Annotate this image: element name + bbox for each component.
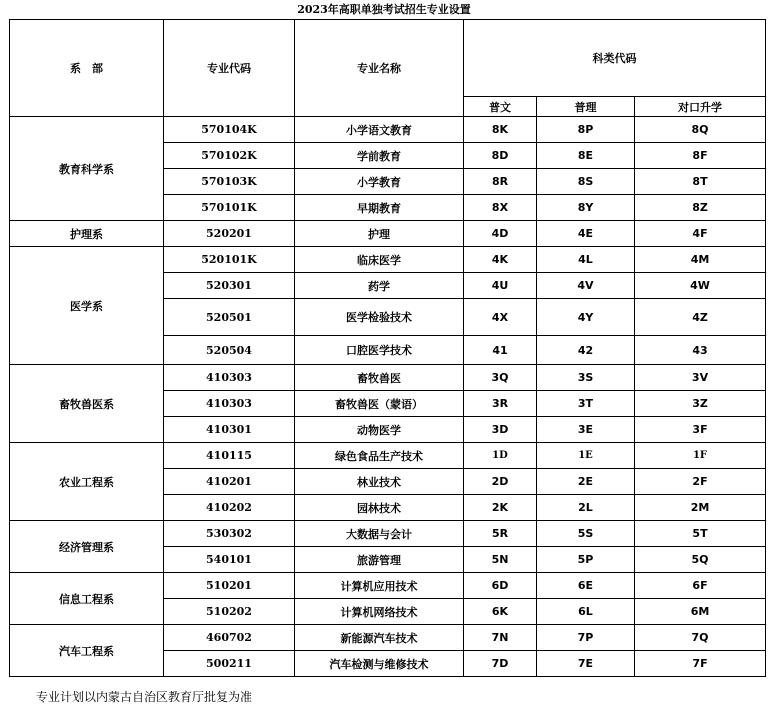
- code-c-cell: 7Q: [635, 625, 766, 651]
- table-row: [10, 365, 766, 391]
- code-cell: 570104K: [164, 117, 295, 143]
- major-name-cell: 汽车检测与维修技术: [295, 651, 464, 677]
- code-b-cell: 3S: [537, 365, 635, 391]
- code-a-cell: 6K: [464, 599, 537, 625]
- major-name-cell: 大数据与会计: [295, 521, 464, 547]
- code-cell: 520301: [164, 273, 295, 299]
- major-name-cell: 畜牧兽医（蒙语）: [295, 391, 464, 417]
- code-c-cell: 3F: [635, 417, 766, 443]
- code-c-cell: 43: [635, 336, 766, 365]
- code-b-cell: 4L: [537, 247, 635, 273]
- dept-cell: 畜牧兽医系: [10, 365, 164, 443]
- code-c-cell: 2F: [635, 469, 766, 495]
- dept-cell: 医学系: [10, 247, 164, 365]
- code-cell: 570102K: [164, 143, 295, 169]
- code-c-cell: 7F: [635, 651, 766, 677]
- code-b-cell: 2L: [537, 495, 635, 521]
- code-a-cell: 8R: [464, 169, 537, 195]
- code-b-cell: 8E: [537, 143, 635, 169]
- table-row: [10, 117, 766, 143]
- code-cell: 410201: [164, 469, 295, 495]
- header-dept: 系 部: [10, 20, 164, 117]
- code-b-cell: 6E: [537, 573, 635, 599]
- major-name-cell: 绿色食品生产技术: [295, 443, 464, 469]
- dept-cell: 汽车工程系: [10, 625, 164, 677]
- code-a-cell: 4D: [464, 221, 537, 247]
- code-cell: 530302: [164, 521, 295, 547]
- major-name-cell: 畜牧兽医: [295, 365, 464, 391]
- code-c-cell: 6M: [635, 599, 766, 625]
- code-c-cell: 4M: [635, 247, 766, 273]
- header-code: 专业代码: [164, 20, 295, 117]
- code-c-cell: 4Z: [635, 299, 766, 336]
- code-c-cell: 5Q: [635, 547, 766, 573]
- code-b-cell: 8S: [537, 169, 635, 195]
- header-col-c: 对口升学: [635, 97, 766, 117]
- code-cell: 510202: [164, 599, 295, 625]
- major-name-cell: 学前教育: [295, 143, 464, 169]
- code-a-cell: 4U: [464, 273, 537, 299]
- major-table: [9, 19, 766, 677]
- major-name-cell: 早期教育: [295, 195, 464, 221]
- code-a-cell: 4X: [464, 299, 537, 336]
- header-col-b: 普理: [537, 97, 635, 117]
- table-row: [10, 625, 766, 651]
- code-c-cell: 5T: [635, 521, 766, 547]
- code-a-cell: 8X: [464, 195, 537, 221]
- code-c-cell: 4F: [635, 221, 766, 247]
- code-cell: 500211: [164, 651, 295, 677]
- code-a-cell: 6D: [464, 573, 537, 599]
- code-b-cell: 7P: [537, 625, 635, 651]
- major-name-cell: 计算机应用技术: [295, 573, 464, 599]
- dept-cell: 护理系: [10, 221, 164, 247]
- code-a-cell: 8K: [464, 117, 537, 143]
- code-b-cell: 5S: [537, 521, 635, 547]
- code-cell: 520101K: [164, 247, 295, 273]
- code-a-cell: 5R: [464, 521, 537, 547]
- code-c-cell: 3Z: [635, 391, 766, 417]
- major-name-cell: 新能源汽车技术: [295, 625, 464, 651]
- footnote: 专业计划以内蒙古自治区教育厅批复为准: [36, 690, 253, 704]
- code-a-cell: 41: [464, 336, 537, 365]
- code-b-cell: 8Y: [537, 195, 635, 221]
- code-cell: 520201: [164, 221, 295, 247]
- code-cell: 510201: [164, 573, 295, 599]
- major-name-cell: 小学语文教育: [295, 117, 464, 143]
- major-name-cell: 动物医学: [295, 417, 464, 443]
- code-b-cell: 2E: [537, 469, 635, 495]
- major-name-cell: 小学教育: [295, 169, 464, 195]
- dept-cell: 农业工程系: [10, 443, 164, 521]
- major-name-cell: 口腔医学技术: [295, 336, 464, 365]
- code-cell: 410202: [164, 495, 295, 521]
- code-a-cell: 2K: [464, 495, 537, 521]
- code-cell: 570103K: [164, 169, 295, 195]
- code-b-cell: 8P: [537, 117, 635, 143]
- code-b-cell: 4V: [537, 273, 635, 299]
- code-a-cell: 7D: [464, 651, 537, 677]
- dept-cell: 经济管理系: [10, 521, 164, 573]
- header-name: 专业名称: [295, 20, 464, 117]
- code-cell: 410303: [164, 391, 295, 417]
- dept-cell: 教育科学系: [10, 117, 164, 221]
- code-b-cell: 3E: [537, 417, 635, 443]
- code-a-cell: 7N: [464, 625, 537, 651]
- header-category: 科类代码: [464, 20, 766, 97]
- code-c-cell: 3V: [635, 365, 766, 391]
- table-row: [10, 521, 766, 547]
- code-c-cell: 8Z: [635, 195, 766, 221]
- code-cell: 520501: [164, 299, 295, 336]
- code-cell: 520504: [164, 336, 295, 365]
- code-cell: 410115: [164, 443, 295, 469]
- table-row: [10, 573, 766, 599]
- code-b-cell: 42: [537, 336, 635, 365]
- major-name-cell: 护理: [295, 221, 464, 247]
- table-row: [10, 221, 766, 247]
- code-b-cell: 7E: [537, 651, 635, 677]
- code-cell: 460702: [164, 625, 295, 651]
- major-name-cell: 旅游管理: [295, 547, 464, 573]
- code-a-cell: 5N: [464, 547, 537, 573]
- dept-cell: 信息工程系: [10, 573, 164, 625]
- header-col-a: 普文: [464, 97, 537, 117]
- table-row: [10, 443, 766, 469]
- table-row: [10, 247, 766, 273]
- code-b-cell: 1E: [537, 443, 635, 469]
- code-b-cell: 6L: [537, 599, 635, 625]
- page-title: 2023年高职单独考试招生专业设置: [297, 3, 471, 16]
- code-c-cell: 8T: [635, 169, 766, 195]
- code-a-cell: 2D: [464, 469, 537, 495]
- major-name-cell: 临床医学: [295, 247, 464, 273]
- code-b-cell: 3T: [537, 391, 635, 417]
- code-b-cell: 4E: [537, 221, 635, 247]
- code-a-cell: 3D: [464, 417, 537, 443]
- code-cell: 410301: [164, 417, 295, 443]
- major-name-cell: 园林技术: [295, 495, 464, 521]
- code-a-cell: 3Q: [464, 365, 537, 391]
- code-c-cell: 1F: [635, 443, 766, 469]
- code-a-cell: 8D: [464, 143, 537, 169]
- code-c-cell: 2M: [635, 495, 766, 521]
- code-c-cell: 4W: [635, 273, 766, 299]
- code-c-cell: 8F: [635, 143, 766, 169]
- major-name-cell: 林业技术: [295, 469, 464, 495]
- major-name-cell: 医学检验技术: [295, 299, 464, 336]
- major-name-cell: 药学: [295, 273, 464, 299]
- code-c-cell: 8Q: [635, 117, 766, 143]
- code-cell: 410303: [164, 365, 295, 391]
- code-a-cell: 4K: [464, 247, 537, 273]
- code-a-cell: 3R: [464, 391, 537, 417]
- code-b-cell: 5P: [537, 547, 635, 573]
- code-cell: 570101K: [164, 195, 295, 221]
- major-name-cell: 计算机网络技术: [295, 599, 464, 625]
- code-c-cell: 6F: [635, 573, 766, 599]
- code-a-cell: 1D: [464, 443, 537, 469]
- code-cell: 540101: [164, 547, 295, 573]
- code-b-cell: 4Y: [537, 299, 635, 336]
